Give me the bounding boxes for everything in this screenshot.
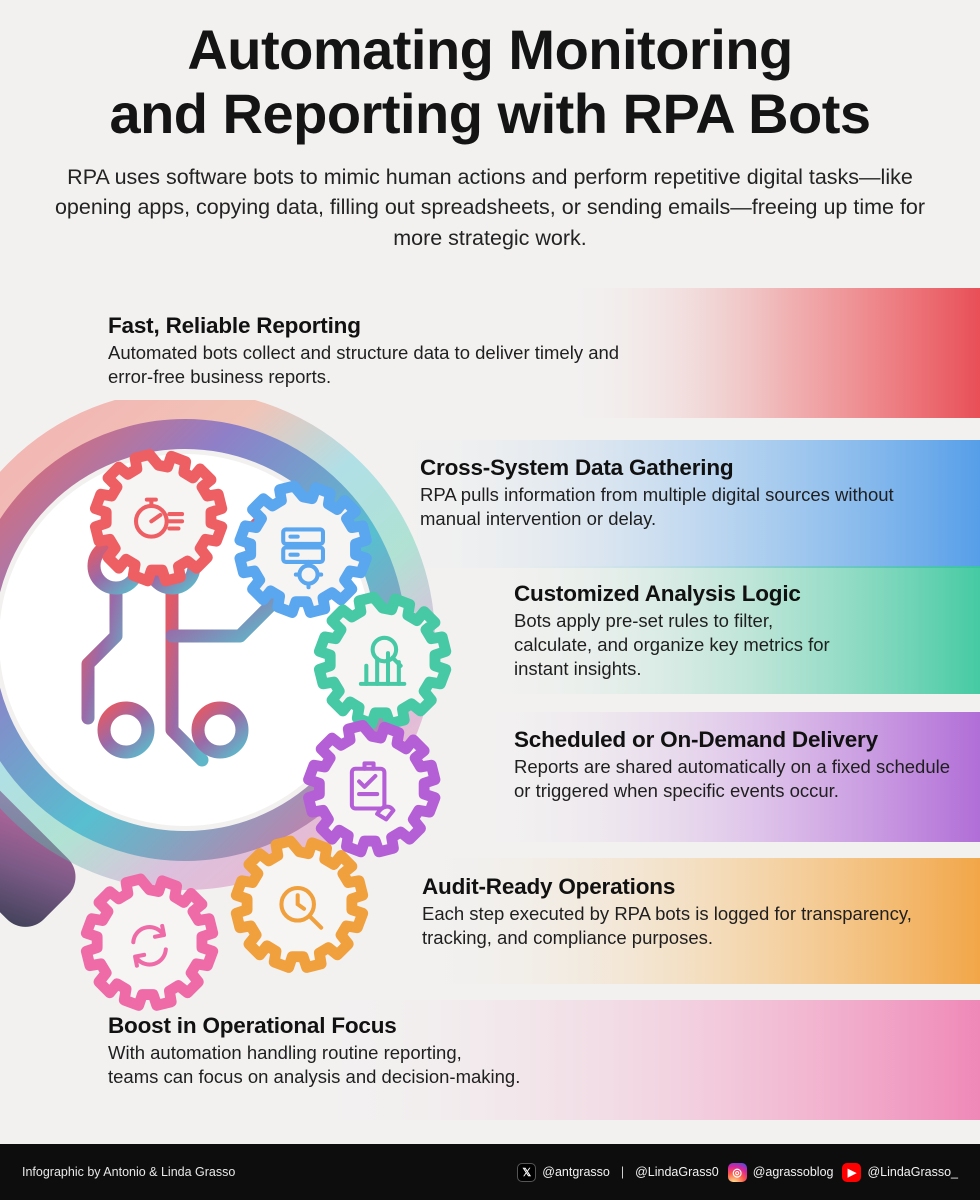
item-heading: Audit-Ready Operations [422,874,676,899]
item-audit-ready-operations [422,874,962,950]
item-heading: Boost in Operational Focus [108,1013,397,1038]
page-subtitle: RPA uses software bots to mimic human actions and perform repetitive digital tasks—like opening apps, copying data, filling out spreadsheets, or sending emails—freeing up time for more strategic work. [54,164,926,250]
title-line-2: and Reporting with RPA Bots [109,81,871,145]
item-body-line-2: teams can focus on analysis and decision-making. [108,1066,521,1088]
item-body: Automated bots collect and structure data to deliver timely and error-free business reports. [108,342,620,388]
item-boost-in-operational-focus [108,1013,688,1089]
gear-boost-in-operational-focus [86,879,212,1005]
item-heading: Cross-System Data Gathering [420,455,734,480]
footer-credit: Infographic by Antonio & Linda Grasso [22,1165,236,1179]
item-body: RPA pulls information from multiple digital sources without manual intervention or delay. [420,484,894,530]
x-twitter-icon: 𝕏 [517,1163,536,1182]
social-link-antgrasso[interactable] [517,1163,610,1182]
item-heading: Scheduled or On-Demand Delivery [514,727,878,752]
social-handle: @agrassoblog [752,1165,834,1179]
item-heading: Customized Analysis Logic [514,581,801,606]
item-body: Each step executed by RPA bots is logged for transparency, tracking, and compliance purposes. [422,903,912,949]
item-cross-system-data-gathering [420,455,920,531]
social-handle: @antgrasso [542,1165,610,1179]
gear-fast-reliable-reporting [95,454,221,580]
footer-social-links [517,1163,958,1182]
gear-customized-analysis-logic [319,597,445,723]
social-link-lindagrasso[interactable] [842,1163,958,1182]
gear-cross-system-data-gathering [240,486,366,612]
separator: | [620,1165,625,1179]
social-link-lindagrass0[interactable] [635,1165,719,1179]
youtube-icon: ▶ [842,1163,861,1182]
social-handle: @LindaGrass0 [635,1165,719,1179]
item-heading: Fast, Reliable Reporting [108,313,361,338]
instagram-icon: ◎ [728,1163,747,1182]
item-fast-reliable-reporting [108,313,628,389]
social-handle: @LindaGrasso_ [867,1165,958,1179]
title-line-1: Automating Monitoring [187,18,793,81]
footer [0,1144,980,1200]
item-body-line-1: With automation handling routine reporting, [108,1042,462,1063]
item-scheduled-or-on-demand-delivery [514,727,964,803]
item-customized-analysis-logic [514,581,844,681]
gear-audit-ready-operations [236,841,362,967]
social-link-agrassoblog[interactable] [728,1163,834,1182]
item-body: Reports are shared automatically on a fixed schedule or triggered when specific events occur. [514,756,951,802]
gear-scheduled-or-on-demand-delivery [309,725,435,851]
item-body: Bots apply pre-set rules to filter, calculate, and organize key metrics for instant insights. [514,610,830,680]
